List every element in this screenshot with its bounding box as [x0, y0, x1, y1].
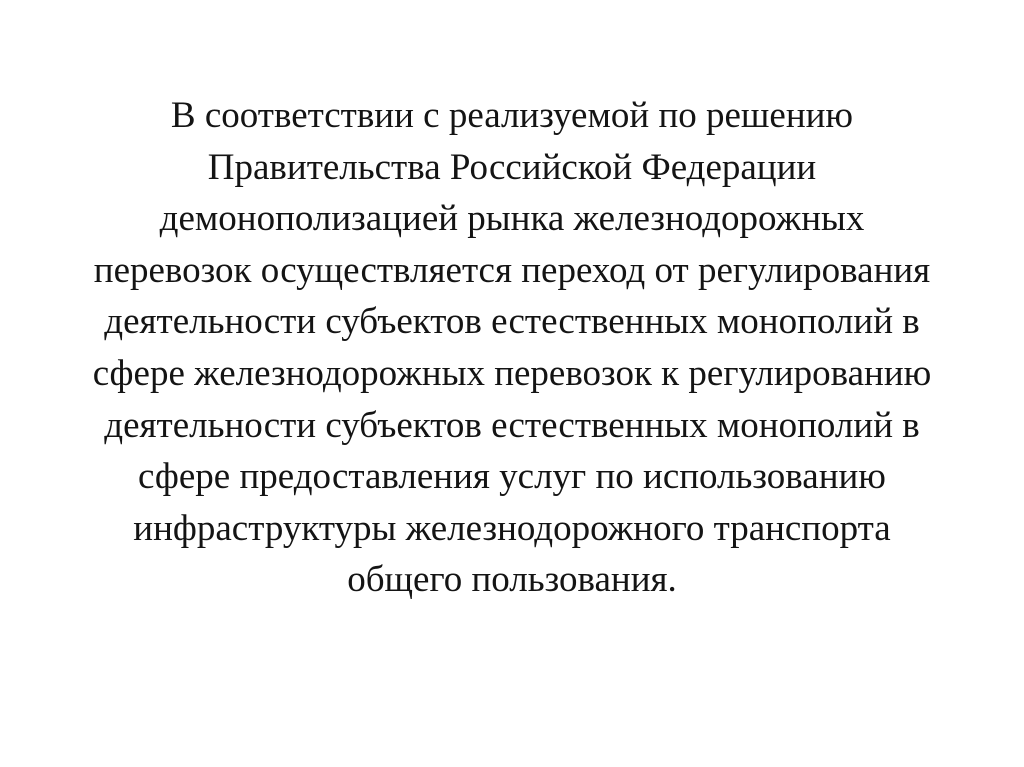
paragraph-line-5: деятельности субъектов естественных монополий в — [104, 301, 920, 343]
paragraph-line-1: В соответствии с реализуемой по решению — [170, 95, 854, 136]
paragraph-line-10: общего пользования. — [347, 559, 677, 601]
paragraph-line-4: перевозок осуществляется переход от регулирования — [93, 249, 931, 291]
paragraph-line-2: Правительства Российской Федерации — [207, 146, 817, 188]
paragraph-line-6: сфере железнодорожных перевозок к регулированию — [92, 352, 932, 394]
paragraph-line-7: деятельности субъектов естественных монополий в — [104, 404, 920, 446]
paragraph-line-8: сфере предоставления услуг по использованию — [138, 456, 886, 498]
paragraph-line-9: инфраструктуры железнодорожного транспорта — [133, 507, 891, 549]
paragraph-line-3: демонополизацией рынка железнодорожных — [159, 198, 865, 240]
slide-paragraph — [40, 90, 984, 606]
